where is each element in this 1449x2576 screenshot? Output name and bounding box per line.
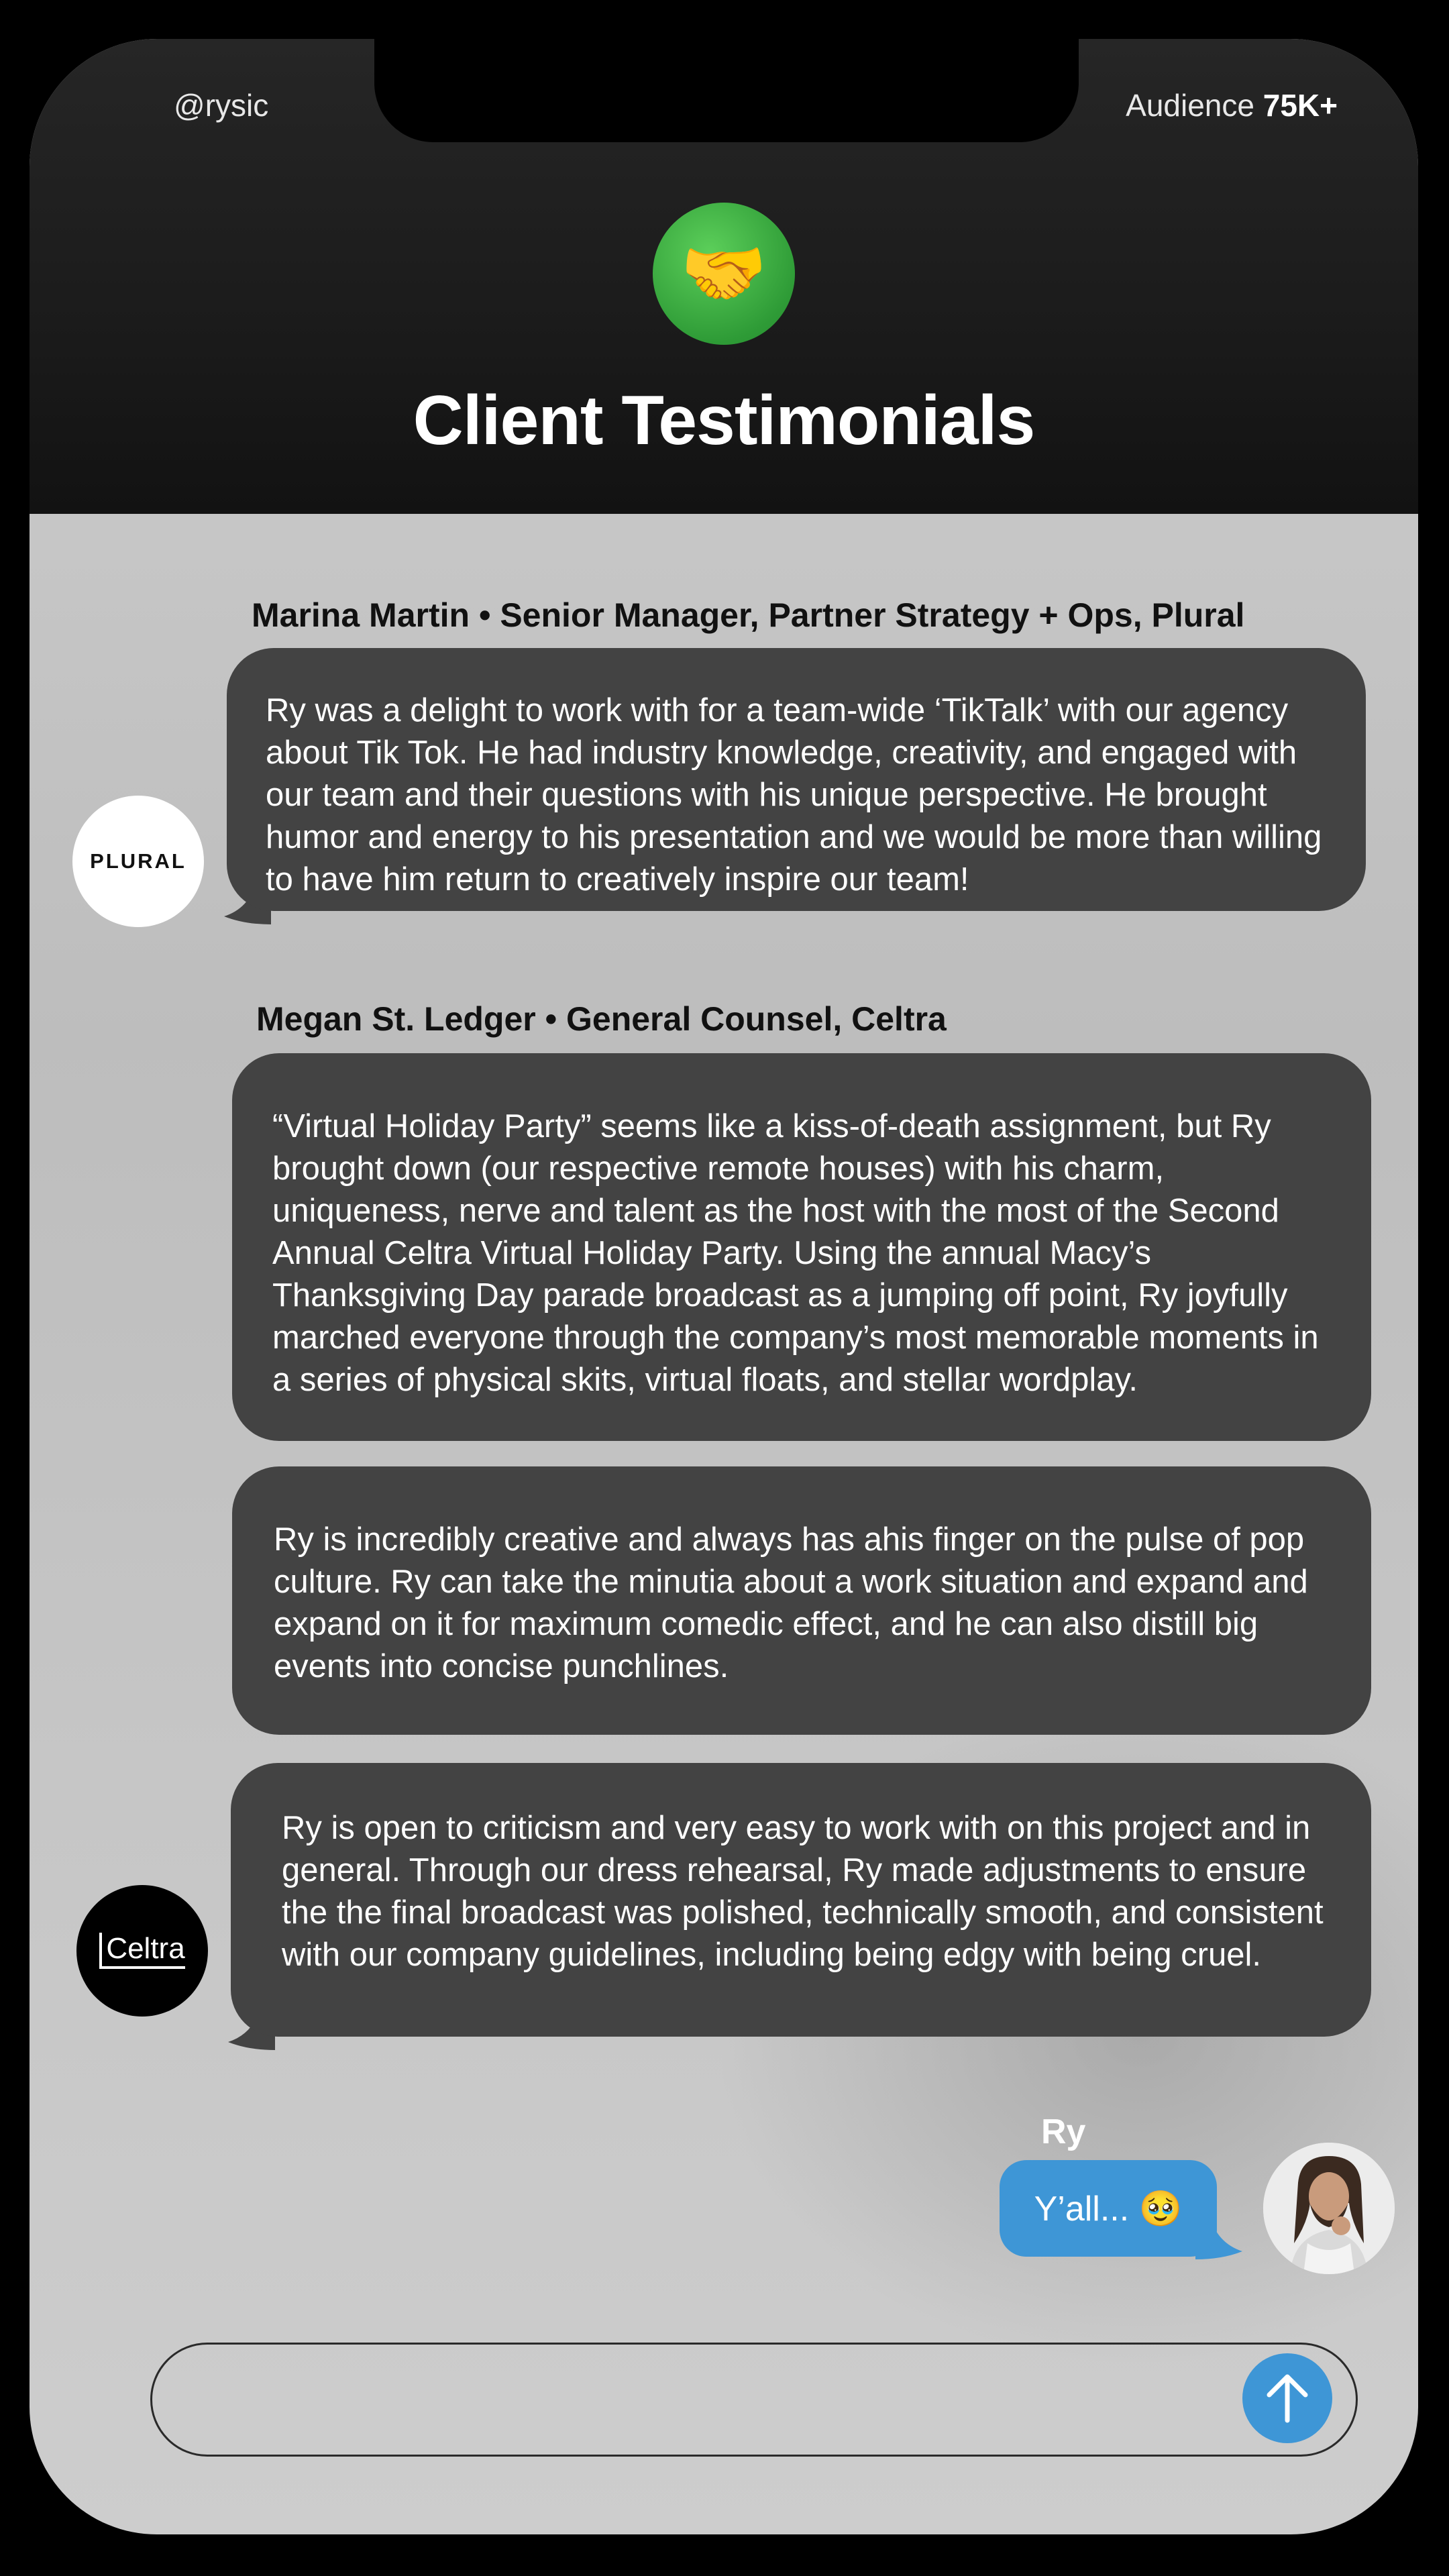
plural-logo: PLURAL: [90, 849, 186, 873]
celtra-logo: Celtra: [99, 1933, 184, 1969]
person-icon: [1263, 2143, 1395, 2274]
message-bubble: Ry was a delight to work with for a team-wide ‘TikTalk’ with our agency about Tik Tok. He had industry knowledge, creativity, and engaged with our team and their questions with his unique perspective. He brought humor and energy to his presentation and we would be more than willing to have him return to creatively inspire our team!: [227, 648, 1366, 911]
message-bubble: Ry is incredibly creative and always has ahis finger on the pulse of pop culture. Ry can take the minutia about a work situation and expand and expand on it for maximum comedic effect, and he can also distill big events into concise punchlines.: [232, 1466, 1371, 1735]
reply-sender: Ry: [1041, 2112, 1086, 2151]
handshake-icon: [653, 203, 795, 345]
message-bubble: Ry is open to criticism and very easy to work with on this project and in general. Through our dress rehearsal, Ry made adjustments to ensure the the final broadcast was polished, technically smooth, and consistent with our company guidelines, including being edgy with being cruel.: [231, 1763, 1371, 2037]
audience-label: Audience: [1126, 88, 1254, 123]
handle-label: @rysic: [174, 88, 269, 123]
message-bubble: “Virtual Holiday Party” seems like a kiss-of-death assignment, but Ry brought down (our respective remote houses) with his charm, uniqueness, nerve and talent as the host with the most of the Second Annual Celtra Virtual Holiday Party. Using the annual Macy’s Thanksgiving Day parade broadcast as a jumping off point, Ry joyfully marched everyone through the company’s most memorable moments in a series of physical skits, virtual floats, and stellar wordplay.: [232, 1053, 1371, 1441]
sender-name: Marina Martin • Senior Manager, Partner Strategy + Ops, Plural: [252, 596, 1245, 634]
avatar: [76, 1885, 208, 2017]
reply-bubble: [1000, 2160, 1217, 2257]
header: [30, 39, 1418, 514]
send-button[interactable]: [1242, 2353, 1332, 2443]
reply-text: Y’all... 🥹: [1034, 2189, 1183, 2229]
phone-frame: [30, 39, 1418, 2534]
arrow-up-icon: [1257, 2368, 1318, 2428]
sender-name: Megan St. Ledger • General Counsel, Celtra: [256, 1000, 947, 1038]
notch: [374, 39, 1079, 142]
message-input[interactable]: [150, 2343, 1358, 2457]
badge-emoji: 🤝: [680, 234, 767, 313]
audience-value: 75K+: [1263, 88, 1338, 123]
page-title: Client Testimonials: [413, 382, 1035, 460]
avatar: [72, 796, 204, 927]
avatar: [1263, 2143, 1395, 2274]
audience-stat: [1126, 87, 1338, 123]
